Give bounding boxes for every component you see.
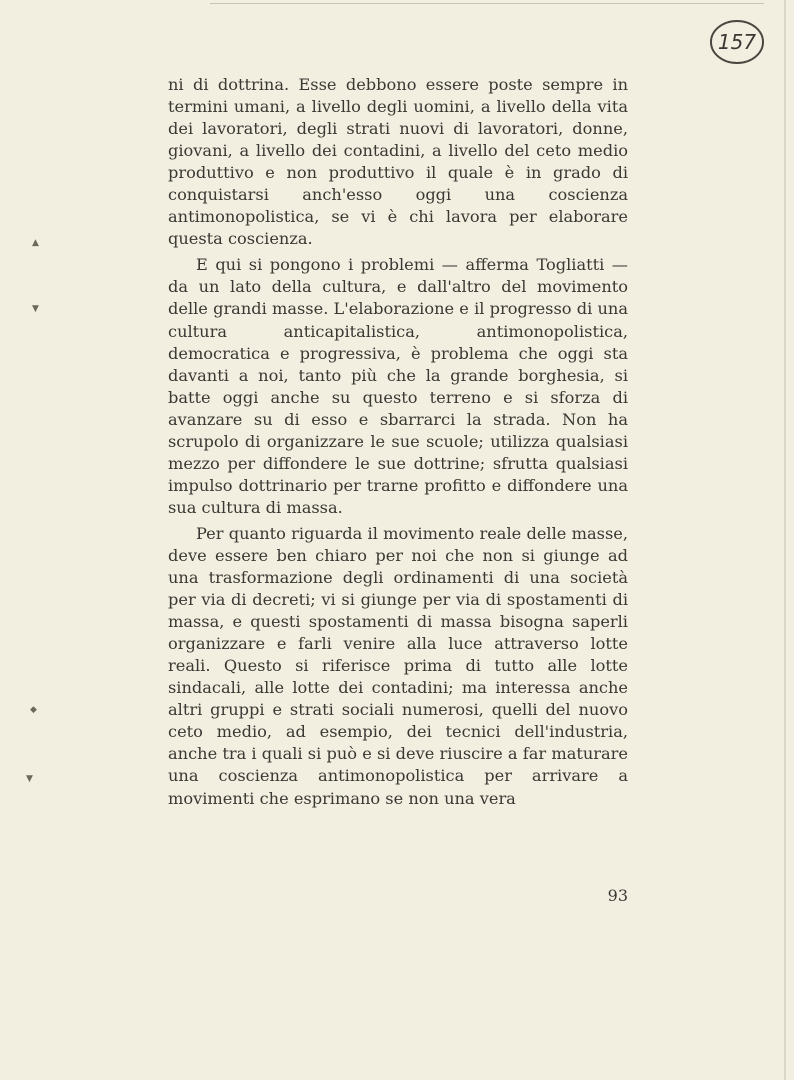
paragraph-3: Per quanto riguarda il movimento reale delle masse, deve essere ben chiaro per noi che non si giunge ad una trasformazione degli ordinamenti di una società per via di decreti; vi si giunge per via di spostamenti di massa, e questi spostamenti di massa bisogna saperli organizzare e farli venire alla luce attraverso lotte reali. Questo si riferisce prima di tutto alle lotte sindacali, alle lotte dei contadini; ma interessa anche altri gruppi e strati sociali numerosi, quelli del nuovo ceto medio, ad esempio, dei tecnici dell'industria, anche tra i quali si può e si deve riuscire a far maturare una coscienza antimonopolistica per arrivare a movimenti che esprimano se non una vera: [168, 523, 628, 808]
page-edge-shadow: [784, 0, 786, 1080]
margin-mark: ▼: [26, 774, 33, 784]
page-number: 93: [607, 886, 628, 905]
margin-mark: ◆: [30, 705, 37, 715]
svg-text:157: 157: [717, 30, 757, 54]
paragraph-2: E qui si pongono i problemi — afferma Togliatti — da un lato della cultura, e dall'altro del movimento delle grandi masse. L'elaborazione e il progresso di una cultura anticapitalistica, antimonopolistica, democratica e progressiva, è problema che oggi sta davanti a noi, tanto più che la grande borghesia, si batte oggi anche su questo terreno e si sforza di avanzare su di esso e sbarrarci la strada. Non ha scrupolo di organizzare le sue scuole; utilizza qualsiasi mezzo per diffondere le sue dottrine; sfrutta qualsiasi impulso dottrinario per trarne profitto e diffondere una sua cultura di massa.: [168, 255, 628, 517]
margin-mark: ▲: [32, 238, 39, 248]
top-edge-line: [210, 3, 764, 4]
margin-mark: ▼: [32, 304, 39, 314]
body-text: [168, 74, 628, 810]
paragraph-1: ni di dottrina. Esse debbono essere poste sempre in termini umani, a livello degli uomini, a livello della vita dei lavoratori, degli strati nuovi di lavoratori, donne, giovani, a livello dei contadini, a livello del ceto medio produttivo e non produttivo il quale è in grado di conquistarsi anch'esso oggi una coscienza antimonopolistica, se vi è chi lavora per elaborare questa coscienza.: [168, 75, 628, 249]
handwritten-page-annotation: [708, 17, 766, 67]
